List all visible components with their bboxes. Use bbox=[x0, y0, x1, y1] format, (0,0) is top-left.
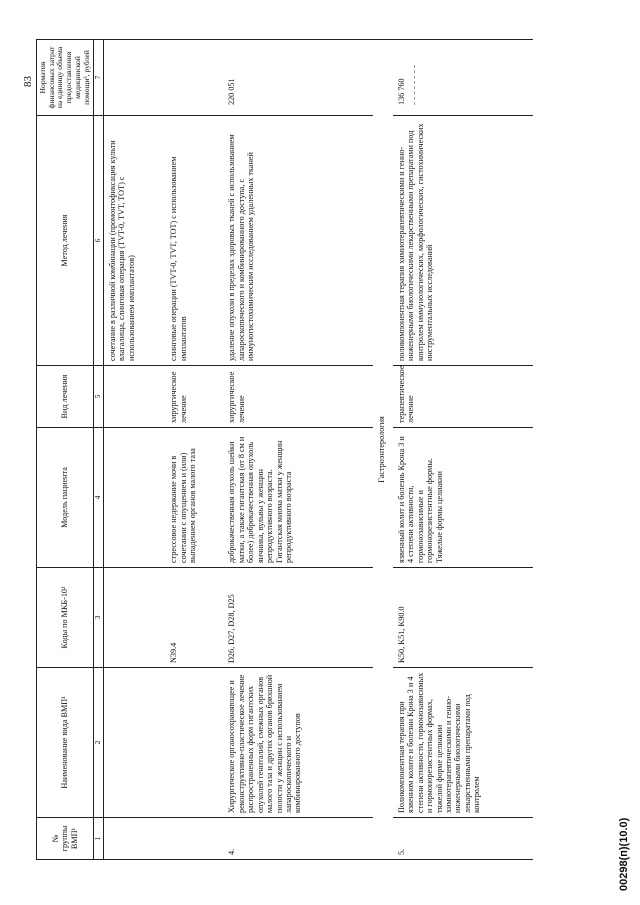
row-treatment-kind: хирургическое лечение bbox=[223, 366, 373, 428]
dashed-divider bbox=[414, 65, 415, 105]
row-patient-model: язвенный колит и болезнь Крона 3 и 4 степени активности, гормонозависимые и гормонорезистентные формы. Тяжелые формы целиакии bbox=[393, 428, 533, 568]
row-number: 5. bbox=[393, 818, 533, 860]
row-patient-model bbox=[103, 428, 165, 568]
row-icd-codes: D26, D27, D28, D25 bbox=[223, 568, 373, 668]
column-number: 2 bbox=[94, 668, 104, 818]
header-row bbox=[37, 40, 94, 860]
column-number: 7 bbox=[94, 40, 104, 116]
section-row bbox=[373, 40, 392, 860]
row-vmp-name bbox=[103, 668, 165, 818]
column-number: 4 bbox=[94, 428, 104, 568]
row-number bbox=[103, 818, 165, 860]
row-number: 4. bbox=[223, 818, 373, 860]
vmp-table bbox=[36, 39, 533, 860]
row-treatment-kind: хирургическое лечение bbox=[165, 366, 223, 428]
table-row bbox=[165, 40, 223, 860]
table-row bbox=[103, 40, 165, 860]
row-vmp-name: Поликомпонентная терапия при язвенном колите и болезни Крона 3 и 4 степени активности, гормонозависимых и гормонорезистентных формах, тяжелой форме целиакии химиотерапевтическими и генно-инженерными биологическими лекарственными препаратами под контролем bbox=[393, 668, 533, 818]
header-treatment-kind: Вид лечения bbox=[37, 366, 94, 428]
header-group-number: № группы ВМП¹ bbox=[37, 818, 94, 860]
row-icd-codes: K50, K51, K90.0 bbox=[393, 568, 533, 668]
row-treatment-method: удаление опухоли в пределах здоровых тканей с использованием лапароскопического и комбинированного доступа, с иммуногистохимическим исследованием удаленных тканей bbox=[223, 116, 373, 366]
row-patient-model: доброкачественная опухоль шейки матки, а также гигантская (от 8 см и более) доброкачественная опухоль яичника, вульвы у женщин репродуктивного возраста. Гигантская миома матки у женщин репродуктивного возраста bbox=[223, 428, 373, 568]
column-number: 6 bbox=[94, 116, 104, 366]
row-treatment-method: слинговые операции (TVT-0, TVT, TOT) с использованием имплантатов bbox=[165, 116, 223, 366]
page-number: 83 bbox=[22, 76, 34, 87]
row-cost-norm-value: 136 760 bbox=[396, 78, 406, 105]
table-row bbox=[223, 40, 373, 860]
header-treatment-method: Метод лечения bbox=[37, 116, 94, 366]
header-vmp-name: Наименование вида ВМП¹ bbox=[37, 668, 94, 818]
row-treatment-method: поликомпонентная терапия химиотерапевтическими и генно-инженерными биологическими лекарственными препаратами под контролем иммунологических, морфологических, гистохимических инструментальных исследований bbox=[393, 116, 533, 366]
row-vmp-name: Хирургическое органосохраняющее и реконструктивно-пластическое лечение распространенных форм гигантских опухолей гениталий, смежных органов малого таза и других органов брюшной полости у женщин с использованием лапароскопического и комбинированного доступов bbox=[223, 668, 373, 818]
column-numbers-row bbox=[94, 40, 104, 860]
section-title: Гастроэнтерология bbox=[373, 40, 392, 860]
row-cost-norm bbox=[393, 40, 533, 116]
table-row bbox=[393, 40, 533, 860]
row-cost-norm bbox=[103, 40, 165, 116]
row-cost-norm bbox=[165, 40, 223, 116]
row-number bbox=[165, 818, 223, 860]
row-treatment-kind: терапевтическое лечение bbox=[393, 366, 533, 428]
row-treatment-kind bbox=[103, 366, 165, 428]
row-treatment-method: сочетание в различной комбинации (промонтофиксация культи влагалища, слинговая операция (TVT-0, TVT, TOT) с использованием имплантатов) bbox=[103, 116, 165, 366]
row-icd-codes bbox=[103, 568, 165, 668]
footer-code: 00298(п)(10.0) bbox=[618, 817, 630, 891]
column-number: 3 bbox=[94, 568, 104, 668]
header-patient-model: Модель пациента bbox=[37, 428, 94, 568]
column-number: 1 bbox=[94, 818, 104, 860]
column-number: 5 bbox=[94, 366, 104, 428]
row-icd-codes: N39.4 bbox=[165, 568, 223, 668]
header-cost-norm: Норматив финансовых затрат на единицу объема предоставления медицинской помощи³, рублей bbox=[37, 40, 94, 116]
row-cost-norm: 220 051 bbox=[223, 40, 373, 116]
row-patient-model: стрессовое недержание мочи в сочетании с опущением и (или) выпадением органов малого таза bbox=[165, 428, 223, 568]
row-vmp-name bbox=[165, 668, 223, 818]
header-icd-codes: Коды по МКБ-10² bbox=[37, 568, 94, 668]
